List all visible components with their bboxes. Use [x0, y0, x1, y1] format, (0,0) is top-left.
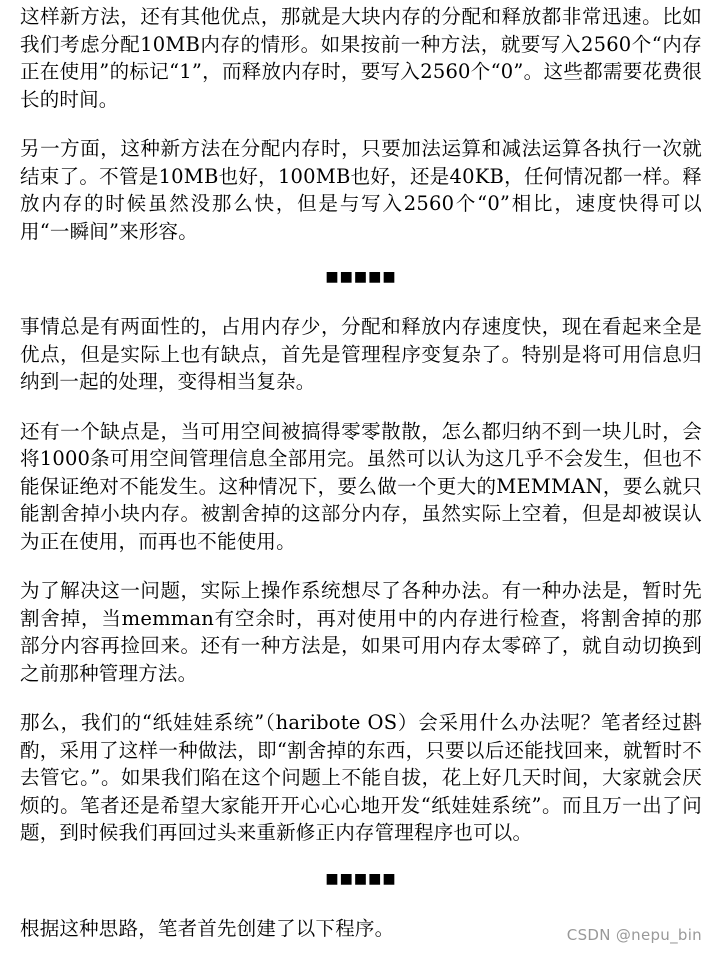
document-body	[20, 3, 702, 964]
section-separator-1: ■■■■■	[325, 269, 397, 285]
csdn-watermark: CSDN @nepu_bin	[566, 926, 702, 944]
paragraph-6: 那么，我们的“纸娃娃系统”（haribote OS）会采用什么办法呢？笔者经过斟酌，采用了这样一种做法，即“割舍掉的东西，只要以后还能找回来，就暂时不去管它。”。如果我们陷在这个问题上不能自拔，花上好几天时间，大家就会厌烦的。笔者还是希望大家能开开心心心地开发“纸娃娃系统”。而且万一出了问题，到时候我们再回过头来重新修正内存管理程序也可以。	[20, 711, 702, 844]
paragraph-4: 还有一个缺点是，当可用空间被搞得零零散散，怎么都归纳不到一块儿时，会将1000条可用空间管理信息全部用完。虽然可以认为这几乎不会发生，但也不能保证绝对不能发生。这种情况下，要么做一个更大的MEMMAN，要么就只能割舍掉小块内存。被割舍掉的这部分内存，虽然实际上空着，但是却被误认为正在使用，而再也不能使用。	[20, 419, 702, 553]
paragraph-3: 事情总是有两面性的，占用内存少，分配和释放内存速度快，现在看起来全是优点，但是实际上也有缺点，首先是管理程序变复杂了。特别是将可用信息归纳到一起的处理，变得相当复杂。	[20, 315, 702, 393]
closing-paragraph: 根据这种思路，笔者首先创建了以下程序。	[20, 916, 395, 940]
paragraph-5: 为了解决这一问题，实际上操作系统想尽了各种办法。有一种办法是，暂时先割舍掉，当memman有空余时，再对使用中的内存进行检查，将割舍掉的那部分内容再捡回来。还有一种方法是，如果可用内存太零碎了，就自动切换到之前那种管理方法。	[20, 579, 702, 685]
paragraph-2: 另一方面，这种新方法在分配内存时，只要加法运算和减法运算各执行一次就结束了。不管是10MB也好，100MB也好，还是40KB，任何情况都一样。释放内存的时候虽然没那么快，但是与写入2560个“0”相比，速度快得可以用“一瞬间”来形容。	[20, 137, 702, 243]
section-separator-2: ■■■■■	[325, 870, 397, 887]
paragraph-1: 这样新方法，还有其他优点，那就是大块内存的分配和释放都非常迅速。比如我们考虑分配10MB内存的情形。如果按前一种方法，就要写入2560个“内存正在使用”的标记“1”，而释放内存时，要写入2560个“0”。这些都需要花费很长的时间。	[20, 5, 702, 111]
